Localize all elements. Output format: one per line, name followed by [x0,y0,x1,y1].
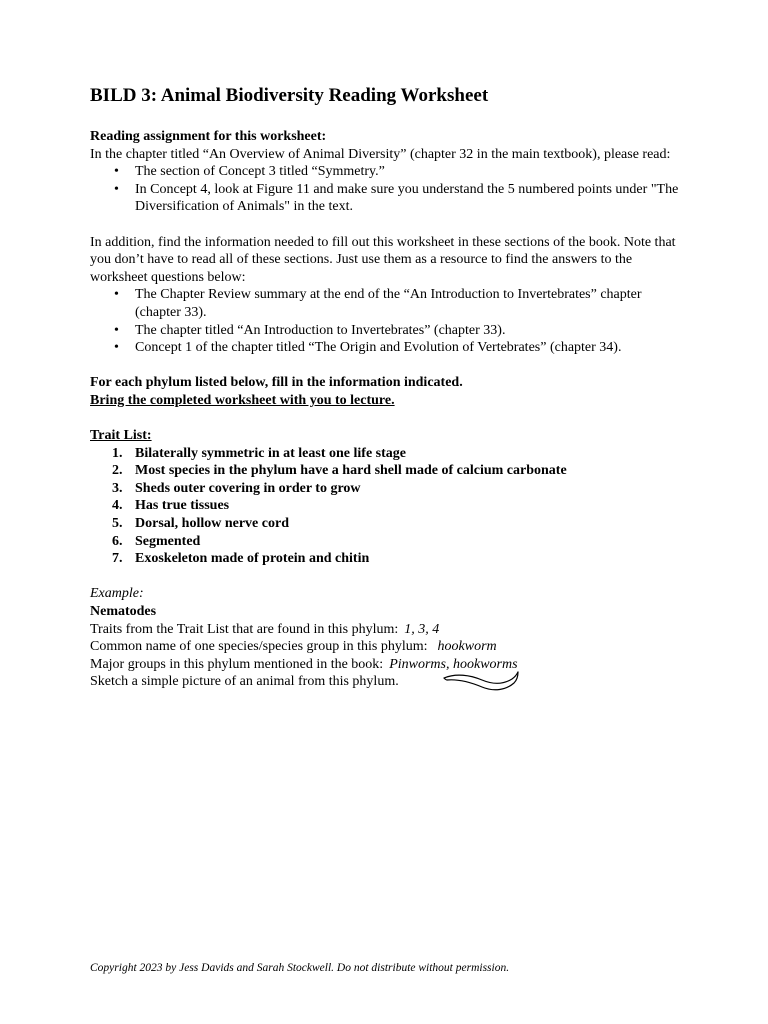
trait-item [90,515,690,533]
example-sketch-line [90,673,690,691]
instructions-line: For each phylum listed below, fill in the information indicated. [90,375,463,391]
trait-item [90,445,690,463]
example-label: Example: [90,586,144,602]
trait-number: 6. [112,533,123,549]
trait-list [90,445,690,568]
trait-number: 1. [112,445,123,461]
assignment-bullet: • The section of Concept 3 titled “Symmetry.” [90,163,690,181]
additional-bullet: • The chapter titled “An Introduction to Invertebrates” (chapter 33). [90,322,690,340]
additional-intro: In addition, find the information needed to fill out this worksheet in these sections of the book. Note that you don’t have to read all of these sections. Just use them as a resource to find the answers to the worksheet questions below: [90,234,676,285]
example-sketch-label: Sketch a simple picture of an animal from this phylum. [90,674,399,690]
assignment-bullet-list [90,163,690,216]
example-groups-answer: Pinworms, hookworms [389,656,518,672]
trait-item [90,497,690,515]
instructions-bring-line: Bring the completed worksheet with you to lecture. [90,392,395,408]
trait-number: 4. [112,498,123,514]
trait-number: 3. [112,480,123,496]
example-traits-line [90,621,690,639]
trait-text: Exoskeleton made of protein and chitin [135,551,370,567]
example-common-line [90,638,690,656]
example-common-label: Common name of one species/species group in this phylum: [90,639,428,655]
assignment-heading: Reading assignment for this worksheet: [90,129,327,144]
copyright-footer: Copyright 2023 by Jess Davids and Sarah Stockwell. Do not distribute without permission. [90,962,510,974]
example-groups-label: Major groups in this phylum mentioned in the book: [90,656,384,672]
trait-item [90,533,690,551]
trait-number: 7. [112,551,123,567]
trait-number: 2. [112,463,123,479]
worksheet-page [90,84,690,691]
trait-text: Dorsal, hollow nerve cord [135,516,289,532]
example-common-answer: hookworm [437,639,497,655]
trait-text: Most species in the phylum have a hard shell made of calcium carbonate [135,463,567,479]
worksheet-title: BILD 3: Animal Biodiversity Reading Worksheet [90,85,489,106]
trait-text: Has true tissues [135,498,230,514]
trait-number: 5. [112,516,123,532]
trait-list-heading: Trait List: [90,428,152,444]
assignment-intro: In the chapter titled “An Overview of Animal Diversity” (chapter 32 in the main textbook), please read: [90,146,671,162]
trait-text: Bilaterally symmetric in at least one life stage [135,445,406,461]
trait-item [90,462,690,480]
trait-item [90,550,690,568]
additional-bullet: • The Chapter Review summary at the end of the “An Introduction to Invertebrates” chapter (chapter 33). [90,286,690,321]
additional-bullet: • Concept 1 of the chapter titled “The Origin and Evolution of Vertebrates” (chapter 34). [90,339,690,357]
example-phylum-name: Nematodes [90,604,157,620]
trait-item [90,480,690,498]
trait-text: Segmented [135,533,201,549]
additional-bullet-list [90,286,690,356]
example-traits-answer: 1, 3, 4 [404,621,440,637]
assignment-bullet: • In Concept 4, look at Figure 11 and make sure you understand the 5 numbered points under "The Diversification of Animals" in the text. [90,181,690,216]
trait-text: Sheds outer covering in order to grow [135,480,361,496]
worm-sketch-icon [442,669,520,695]
example-groups-line [90,656,690,674]
example-traits-label: Traits from the Trait List that are found in this phylum: [90,621,399,637]
